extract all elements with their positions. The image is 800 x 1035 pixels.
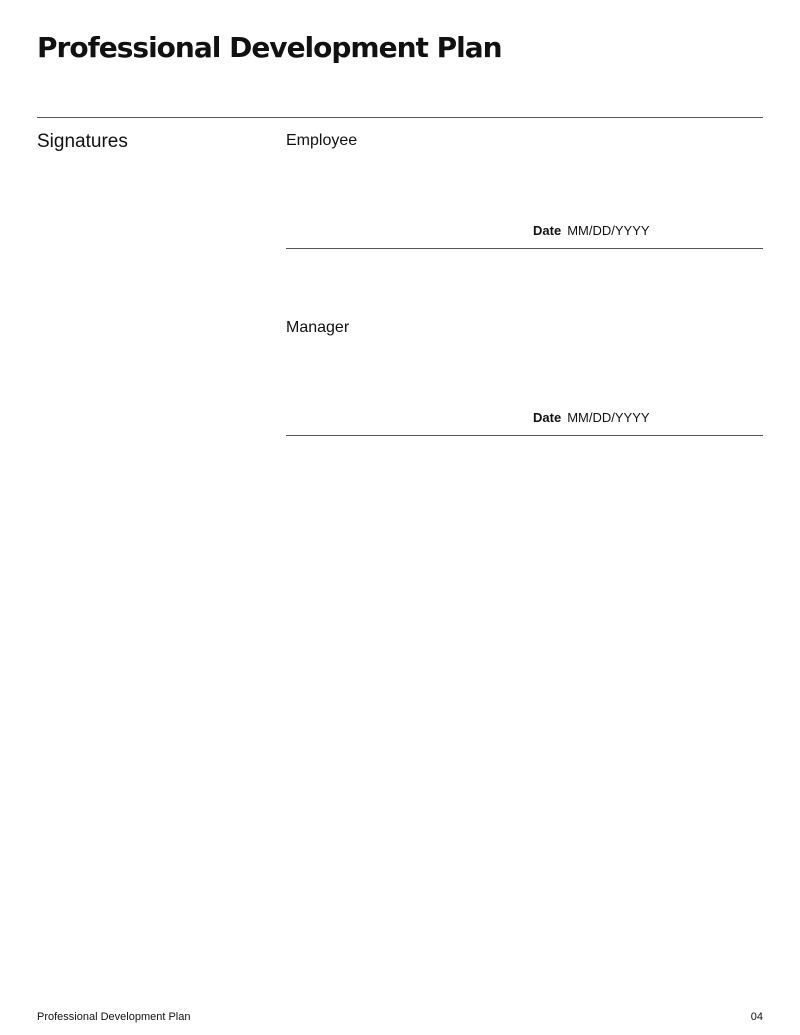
employee-signature-label: Employee [286, 132, 358, 149]
signatures-section-label: Signatures [37, 131, 128, 152]
employee-signature-line[interactable] [286, 248, 763, 249]
manager-signature-line[interactable] [286, 435, 763, 436]
footer-page-number: 04 [750, 1011, 763, 1023]
employee-signature-block [286, 131, 763, 249]
employee-date-field[interactable] [533, 223, 650, 239]
manager-signature-label: Manager [286, 319, 350, 336]
manager-date-label: Date [533, 410, 562, 425]
header-divider [37, 117, 763, 118]
manager-signature-block [286, 318, 763, 436]
footer-document-title: Professional Development Plan [37, 1011, 191, 1023]
employee-date-value[interactable]: MM/DD/YYYY [567, 223, 650, 238]
manager-date-value[interactable]: MM/DD/YYYY [567, 410, 650, 425]
employee-date-label: Date [533, 223, 562, 238]
manager-date-field[interactable] [533, 410, 650, 426]
page-title: Professional Development Plan [37, 31, 502, 64]
